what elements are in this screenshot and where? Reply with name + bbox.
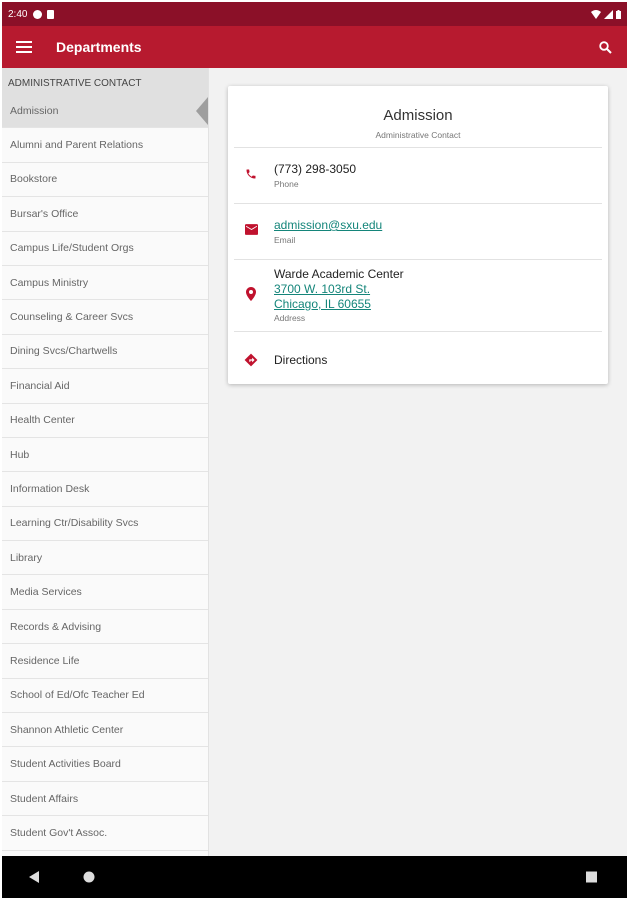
- phone-label: Phone: [274, 179, 299, 189]
- list-item[interactable]: Residence Life: [2, 644, 208, 678]
- address-label: Address: [274, 313, 306, 323]
- phone-number[interactable]: (773) 298-3050: [274, 162, 357, 176]
- address-city-link[interactable]: Chicago, IL 60655: [274, 297, 371, 311]
- list-header: ADMINISTRATIVE CONTACT: [2, 68, 208, 94]
- recents-icon[interactable]: [586, 872, 597, 883]
- list-item[interactable]: Shannon Athletic Center: [2, 713, 208, 747]
- email-link[interactable]: admission@sxu.edu: [274, 218, 383, 232]
- page-title: Departments: [56, 39, 142, 55]
- email-row[interactable]: [228, 204, 608, 259]
- list-item[interactable]: Counseling & Career Svcs: [2, 300, 208, 334]
- email-icon: [245, 224, 258, 235]
- list-item[interactable]: Media Services: [2, 575, 208, 609]
- menu-button[interactable]: [2, 26, 46, 68]
- list-item[interactable]: Student Activities Board: [2, 747, 208, 781]
- wifi-icon: [591, 10, 601, 19]
- search-icon: [599, 41, 612, 54]
- list-item[interactable]: Library: [2, 541, 208, 575]
- search-button[interactable]: [583, 26, 627, 68]
- directions-label[interactable]: Directions: [274, 352, 328, 367]
- department-list: [2, 68, 209, 856]
- list-item[interactable]: Dining Svcs/Chartwells: [2, 335, 208, 369]
- list-item[interactable]: Student Affairs: [2, 782, 208, 816]
- list-item[interactable]: Campus Life/Student Orgs: [2, 232, 208, 266]
- phone-icon: [245, 168, 257, 180]
- address-name: Warde Academic Center: [274, 267, 404, 281]
- list-item[interactable]: Records & Advising: [2, 610, 208, 644]
- directions-icon: [244, 353, 258, 367]
- status-time: 2:40: [8, 8, 28, 20]
- home-icon[interactable]: [83, 871, 95, 883]
- list-item[interactable]: Information Desk: [2, 472, 208, 506]
- system-nav-bar: [2, 856, 627, 898]
- notification-icon: [33, 10, 42, 19]
- list-item[interactable]: School of Ed/Ofc Teacher Ed: [2, 679, 208, 713]
- list-item[interactable]: Bookstore: [2, 163, 208, 197]
- contact-card: [228, 86, 608, 384]
- phone-row[interactable]: [228, 148, 608, 203]
- status-bar: [2, 2, 627, 26]
- address-street-link[interactable]: 3700 W. 103rd St.: [274, 282, 371, 296]
- email-label: Email: [274, 235, 296, 245]
- list-item[interactable]: Health Center: [2, 404, 208, 438]
- list-item[interactable]: Student Gov't Assoc.: [2, 816, 208, 850]
- location-pin-icon: [246, 287, 256, 301]
- signal-icon: [604, 10, 613, 19]
- contact-title: Admission: [383, 107, 453, 124]
- notification-icon: [47, 10, 54, 19]
- list-item[interactable]: Bursar's Office: [2, 197, 208, 231]
- list-item-selected[interactable]: Admission: [2, 94, 208, 128]
- app-bar: [2, 26, 627, 68]
- list-item[interactable]: Hub: [2, 438, 208, 472]
- address-row[interactable]: [228, 260, 608, 331]
- menu-icon: [16, 41, 32, 53]
- back-icon[interactable]: [28, 871, 40, 883]
- directions-row[interactable]: [228, 332, 608, 387]
- contact-subtitle: Administrative Contact: [375, 130, 461, 140]
- app-frame: [2, 2, 627, 898]
- list-item[interactable]: Learning Ctr/Disability Svcs: [2, 507, 208, 541]
- battery-icon: [616, 10, 621, 19]
- list-item[interactable]: Alumni and Parent Relations: [2, 128, 208, 162]
- list-item[interactable]: Financial Aid: [2, 369, 208, 403]
- status-icons: [591, 10, 621, 19]
- list-item[interactable]: Campus Ministry: [2, 266, 208, 300]
